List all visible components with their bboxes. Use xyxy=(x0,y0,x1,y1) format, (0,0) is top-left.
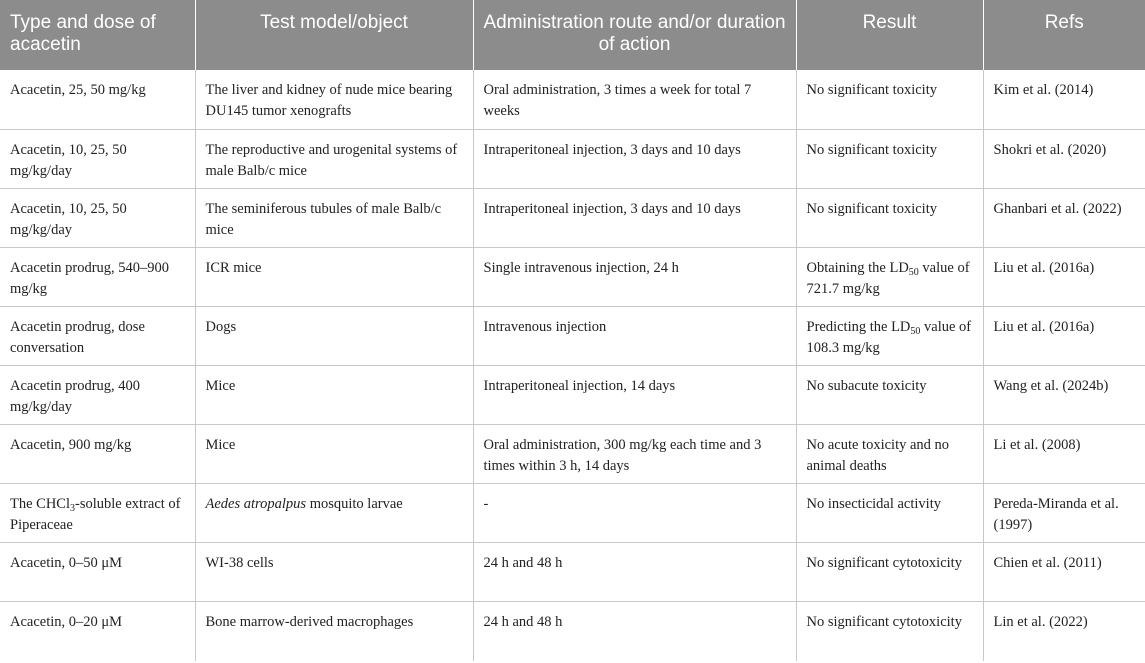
cell-ref: Li et al. (2008) xyxy=(983,424,1145,483)
cell-result: No significant cytotoxicity xyxy=(796,542,983,601)
cell-ref: Liu et al. (2016a) xyxy=(983,306,1145,365)
header-route: Administration route and/or duration of action xyxy=(473,0,796,70)
cell-model: WI-38 cells xyxy=(195,542,473,601)
cell-model: The liver and kidney of nude mice bearing DU145 tumor xenografts xyxy=(195,70,473,129)
result-text: Obtaining the LD xyxy=(806,259,909,276)
cell-route: Single intravenous injection, 24 h xyxy=(473,247,796,306)
cell-result: No significant toxicity xyxy=(796,70,983,129)
cell-model: Mice xyxy=(195,424,473,483)
cell-ref: Pereda-Miranda et al. (1997) xyxy=(983,483,1145,542)
cell-dose: Acacetin, 10, 25, 50 mg/kg/day xyxy=(0,188,195,247)
cell-result: No subacute toxicity xyxy=(796,365,983,424)
cell-result: No significant cytotoxicity xyxy=(796,601,983,661)
cell-route: 24 h and 48 h xyxy=(473,601,796,661)
cell-route: Oral administration, 300 mg/kg each time and 3 times within 3 h, 14 days xyxy=(473,424,796,483)
cell-ref: Chien et al. (2011) xyxy=(983,542,1145,601)
species-name: Aedes atropalpus xyxy=(205,495,307,512)
cell-route: 24 h and 48 h xyxy=(473,542,796,601)
cell-model: The reproductive and urogenital systems of male Balb/c mice xyxy=(195,129,473,188)
cell-ref: Ghanbari et al. (2022) xyxy=(983,188,1145,247)
cell-ref: Kim et al. (2014) xyxy=(983,70,1145,129)
result-text: Predicting the LD xyxy=(806,318,911,335)
cell-result xyxy=(796,306,983,365)
table-row xyxy=(0,483,1145,542)
cell-route: Intraperitoneal injection, 14 days xyxy=(473,365,796,424)
cell-route: Oral administration, 3 times a week for total 7 weeks xyxy=(473,70,796,129)
cell-ref: Wang et al. (2024b) xyxy=(983,365,1145,424)
table-row xyxy=(0,542,1145,601)
model-text: mosquito larvae xyxy=(306,495,403,512)
table-row xyxy=(0,424,1145,483)
cell-dose: Acacetin, 0–50 μM xyxy=(0,542,195,601)
cell-dose: Acacetin prodrug, dose conversation xyxy=(0,306,195,365)
cell-model: Mice xyxy=(195,365,473,424)
cell-model: The seminiferous tubules of male Balb/c mice xyxy=(195,188,473,247)
cell-dose: Acacetin, 10, 25, 50 mg/kg/day xyxy=(0,129,195,188)
header-refs: Refs xyxy=(983,0,1145,70)
result-subscript: 50 xyxy=(910,325,921,337)
cell-model: Bone marrow-derived macrophages xyxy=(195,601,473,661)
cell-model: Dogs xyxy=(195,306,473,365)
cell-route: Intravenous injection xyxy=(473,306,796,365)
dose-text: -soluble extract of Piperaceae xyxy=(10,495,181,533)
cell-dose xyxy=(0,483,195,542)
table-row xyxy=(0,247,1145,306)
table-row xyxy=(0,70,1145,129)
cell-model xyxy=(195,483,473,542)
cell-dose: Acacetin, 0–20 μM xyxy=(0,601,195,661)
cell-route: Intraperitoneal injection, 3 days and 10 days xyxy=(473,129,796,188)
cell-dose: Acacetin prodrug, 540–900 mg/kg xyxy=(0,247,195,306)
cell-route: Intraperitoneal injection, 3 days and 10 days xyxy=(473,188,796,247)
table-row xyxy=(0,601,1145,661)
cell-result: No significant toxicity xyxy=(796,129,983,188)
table-row xyxy=(0,306,1145,365)
cell-route: - xyxy=(473,483,796,542)
table-row xyxy=(0,129,1145,188)
dose-subscript: 3 xyxy=(70,502,76,514)
result-text: value of 721.7 mg/kg xyxy=(806,259,970,297)
cell-dose: Acacetin, 900 mg/kg xyxy=(0,424,195,483)
header-result: Result xyxy=(796,0,983,70)
cell-ref: Lin et al. (2022) xyxy=(993,613,1088,630)
header-dose: Type and dose of acacetin xyxy=(0,0,195,70)
table-row xyxy=(0,188,1145,247)
cell-result xyxy=(796,247,983,306)
cell-dose: Acacetin, 25, 50 mg/kg xyxy=(0,70,195,129)
table-row xyxy=(0,365,1145,424)
header-row xyxy=(0,0,1145,70)
cell-model: ICR mice xyxy=(195,247,473,306)
result-subscript: 50 xyxy=(908,266,919,278)
header-model: Test model/object xyxy=(195,0,473,70)
cell-result: No significant toxicity xyxy=(796,188,983,247)
cell-ref: Shokri et al. (2020) xyxy=(983,129,1145,188)
cell-result: No insecticidal activity xyxy=(796,483,983,542)
dose-text: The CHCl xyxy=(10,495,71,512)
cell-ref: Liu et al. (2016a) xyxy=(983,247,1145,306)
result-text: value of 108.3 mg/kg xyxy=(806,318,972,356)
cell-dose: Acacetin prodrug, 400 mg/kg/day xyxy=(0,365,195,424)
cell-result: No acute toxicity and no animal deaths xyxy=(796,424,983,483)
